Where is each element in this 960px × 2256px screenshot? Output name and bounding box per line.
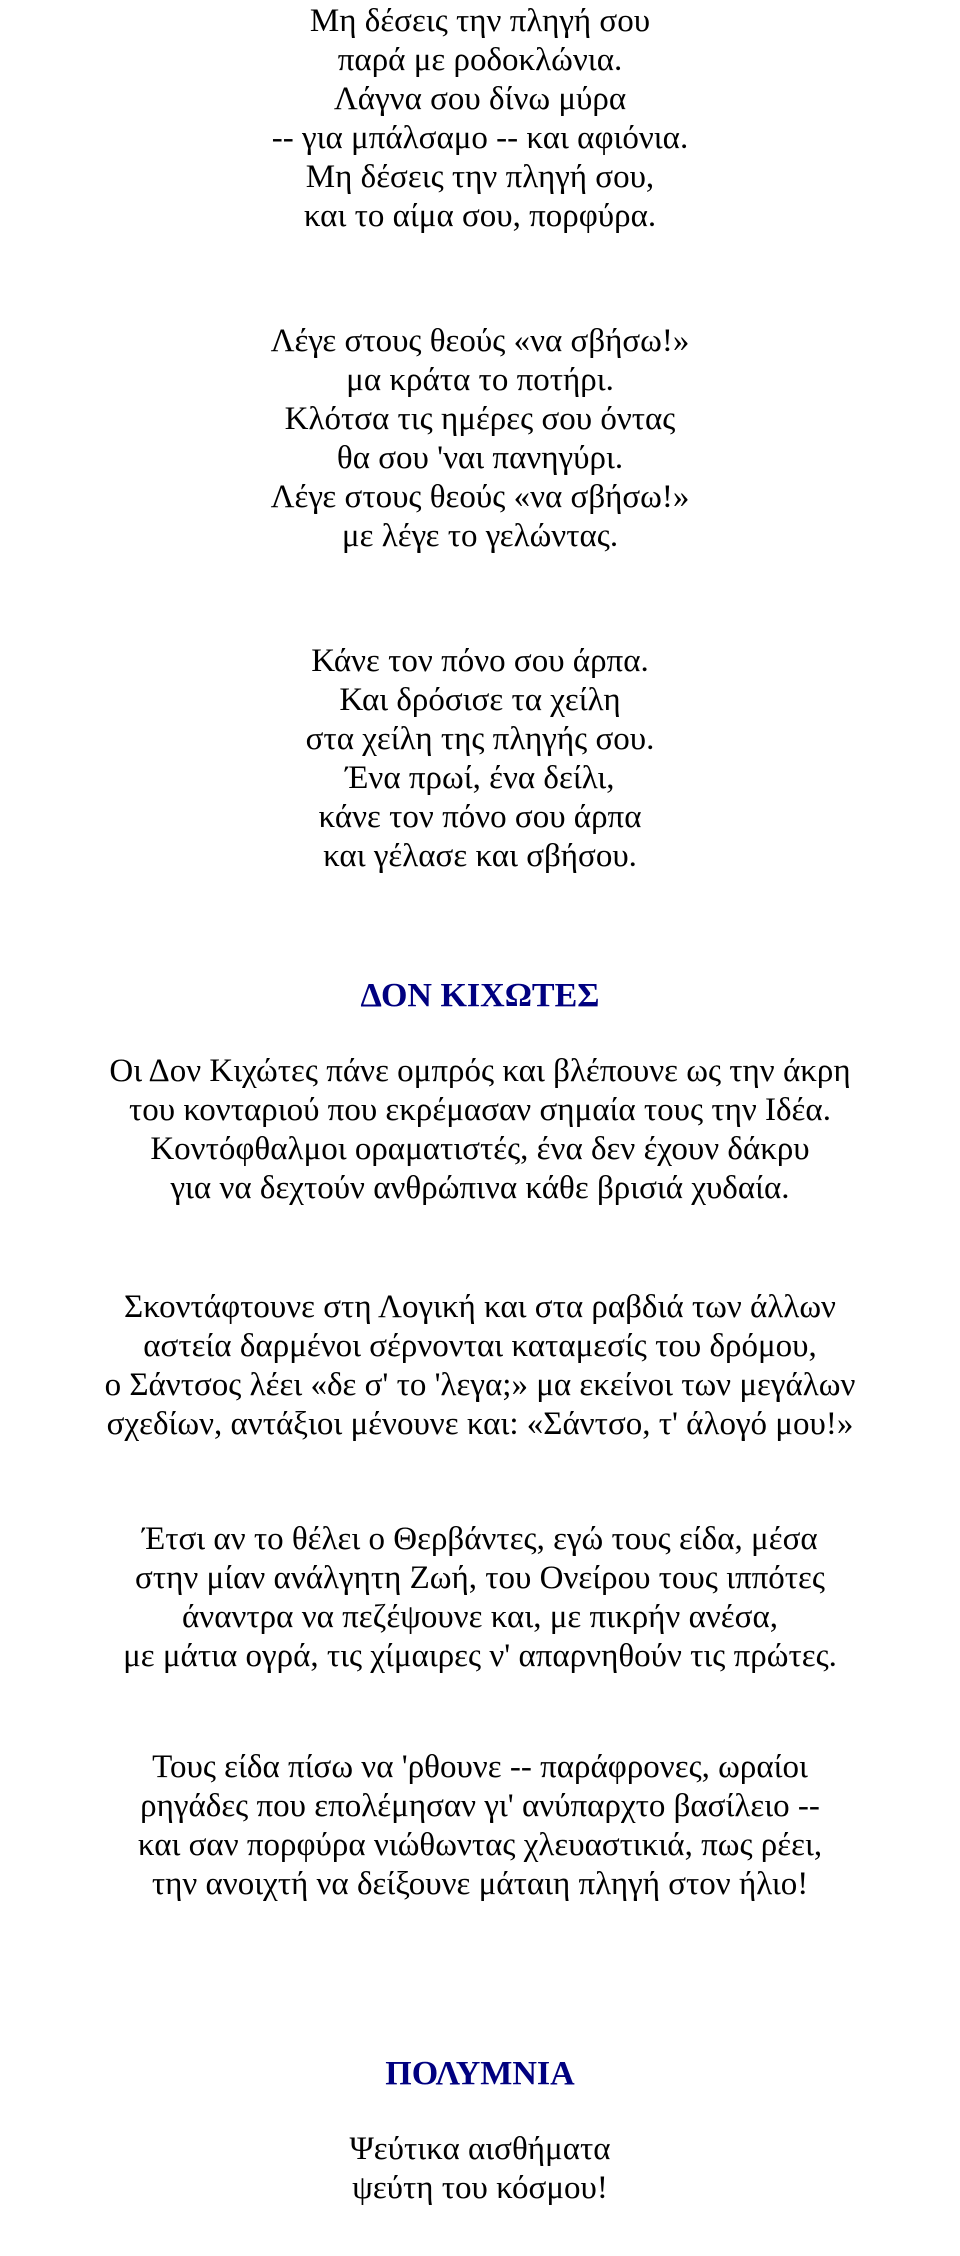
verse-line: Μη δέσεις την πληγή σου, [305, 159, 655, 195]
stanza-1 [0, 2, 960, 236]
verse-line: για να δεχτούν ανθρώπινα κάθε βρισιά χυδαία. [170, 1170, 790, 1206]
verse-line: την ανοιχτή να δείξουνε μάταιη πληγή στον ήλιο! [151, 1866, 809, 1902]
verse-line: ψεύτη του κόσμου! [352, 2170, 608, 2206]
stanza-5 [0, 1288, 960, 1444]
verse-line: Ψεύτικα αισθήματα [349, 2131, 611, 2167]
verse-line: Λάγνα σου δίνω μύρα [333, 81, 627, 117]
verse-line: αστεία δαρμένοι σέρνονται καταμεσίς του δρόμου, [143, 1328, 817, 1364]
verse-line: παρά με ροδοκλώνια. [337, 42, 623, 78]
verse-line: και γέλασε και σβήσου. [323, 838, 637, 874]
verse-line: Κάνε τον πόνο σου άρπα. [311, 643, 649, 679]
verse-line: του κονταριού που εκρέμασαν σημαία τους την Ιδέα. [129, 1092, 831, 1128]
verse-line: στα χείλη της πληγής σου. [305, 721, 655, 757]
verse-line: Τους είδα πίσω να 'ρθουνε -- παράφρονες, ωραίοι [152, 1749, 808, 1785]
verse-line: σχεδίων, αντάξιοι μένουνε και: «Σάντσο, τ' άλογό μου!» [106, 1406, 854, 1442]
verse-line: θα σου 'ναι πανηγύρι. [336, 440, 624, 476]
verse-line: κάνε τον πόνο σου άρπα [318, 799, 642, 835]
verse-line: Λέγε στους θεούς «να σβήσω!» [270, 323, 690, 359]
verse-line: Μη δέσεις την πληγή σου [309, 3, 651, 39]
stanza-8 [0, 2130, 960, 2208]
verse-line: ο Σάντσος λέει «δε σ' το 'λεγα;» μα εκείνοι των μεγάλων [104, 1367, 856, 1403]
verse-line: Κλότσα τις ημέρες σου όντας [284, 401, 676, 437]
verse-line: Λέγε στους θεούς «να σβήσω!» [270, 479, 690, 515]
poem-title-polymnia: ΠΟΛΥΜΝΙΑ [385, 2055, 575, 2092]
verse-line: στην μίαν ανάλγητη Ζωή, του Ονείρου τους ιππότες [135, 1560, 825, 1596]
verse-line: Κοντόφθαλμοι οραματιστές, ένα δεν έχουν δάκρυ [150, 1131, 810, 1167]
verse-line: Οι Δον Κιχώτες πάνε ομπρός και βλέπουνε ως την άκρη [109, 1053, 851, 1089]
poem-title-don-kichotes: ΔΟΝ ΚΙΧΩΤΕΣ [360, 977, 600, 1014]
stanza-3 [0, 642, 960, 876]
verse-line: και σαν πορφύρα νιώθωντας χλευαστικιά, πως ρέει, [137, 1827, 823, 1863]
stanza-6 [0, 1520, 960, 1676]
verse-line: άναντρα να πεζέψουνε και, με πικρήν ανέσα, [182, 1599, 778, 1635]
verse-line: με λέγε το γελώντας. [341, 518, 619, 554]
verse-line: -- για μπάλσαμο -- και αφιόνια. [271, 120, 689, 156]
stanza-4 [0, 1052, 960, 1208]
stanza-2 [0, 322, 960, 556]
verse-line: και το αίμα σου, πορφύρα. [303, 198, 657, 234]
verse-line: Σκοντάφτουνε στη Λογική και στα ραβδιά των άλλων [124, 1289, 836, 1325]
verse-line: Ένα πρωί, ένα δείλι, [345, 760, 615, 796]
verse-line: ρηγάδες που επολέμησαν γι' ανύπαρχτο βασίλειο -- [140, 1788, 820, 1824]
verse-line: Και δρόσισε τα χείλη [339, 682, 621, 718]
stanza-7 [0, 1748, 960, 1904]
verse-line: με μάτια ογρά, τις χίμαιρες ν' απαρνηθούν τις πρώτες. [123, 1638, 837, 1674]
verse-line: μα κράτα το ποτήρι. [346, 362, 614, 398]
verse-line: Έτσι αν το θέλει ο Θερβάντες, εγώ τους είδα, μέσα [142, 1521, 818, 1557]
